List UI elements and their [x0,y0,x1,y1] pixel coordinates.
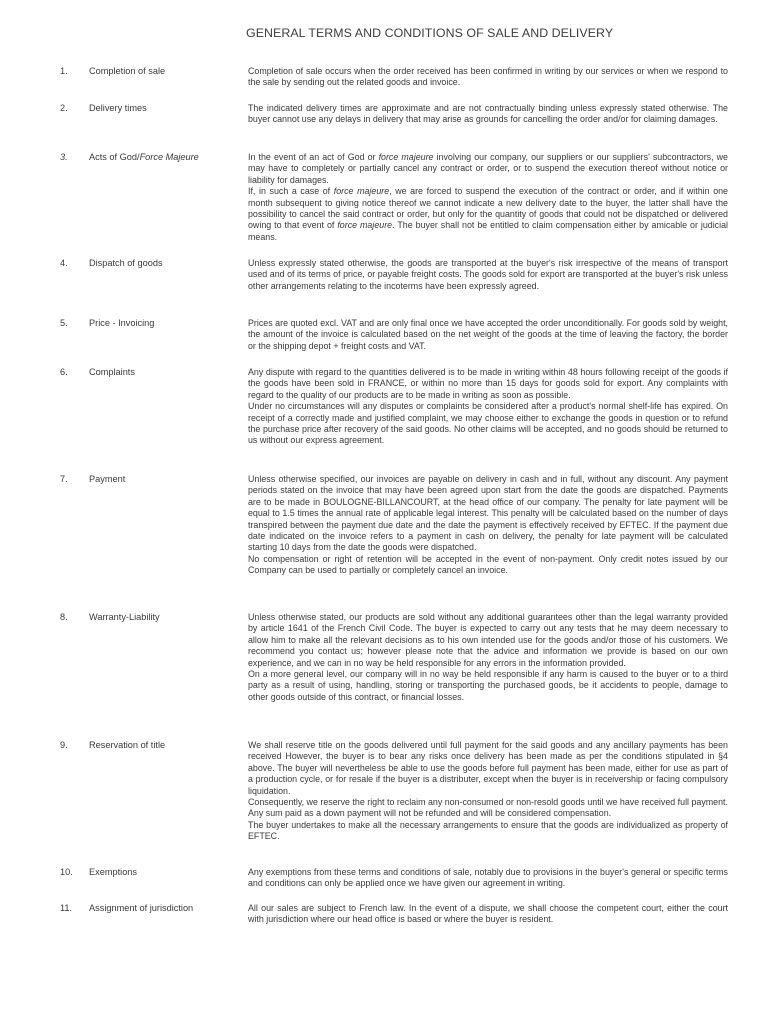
section-paragraph: The indicated delivery times are approximate and are not contractually binding unless expressly stated otherwise. The buyer cannot use any delays in delivery that may arise as grounds for cancelling the order and/or for claiming damages. [248,103,728,125]
section-paragraph [248,186,728,243]
section-number: 4. [60,258,68,268]
section-paragraph: Unless otherwise stated, our products are sold without any additional guarantees other than the legal warranty provided by article 1641 of the French Civil Code. The buyer is expected to carry out any tests that he may deem necessary to allow him to make all the relevant decisions as to his own intended use for the goods and/or those of his customers. We recommend you contact us; however please note that the advice and information we provide is based on our own experience, and we can in no way be held responsible for any errors in the information provided. [248,612,728,668]
section-number: 11. [60,903,73,913]
section-label: Warranty-Liability [89,612,160,622]
section-paragraph: On a more general level, our company will in no way be held responsible if any harm is caused to the buyer or to a third party as a result of using, handling, storing or transporting the purchased goods, be it accidents to people, damage to other goods outside of this contract, or financial losses. [248,669,728,702]
text-run: In the event of an act of God or [248,152,379,162]
section-number: 8. [60,612,68,622]
text-run: , we are forced to suspend the execution of the contract or order, and if within one month subsequent to giving notice thereof we cannot indicate a new delivery date to the buyer, the latter shall have the possibility to cancel the said contract or order, but only for the quantity of goods that could not be dispatched or delivered owing to that event of [248,186,728,231]
section-label: Completion of sale [89,66,166,76]
section-label: Price - Invoicing [89,318,155,328]
section-paragraph: Unless otherwise specified, our invoices are payable on delivery in cash and in full, without any discount. Any payment periods stated on the invoice that may have been agreed upon start from the date the goods are dispatched. Payments are to be made in BOULOGNE-BILLANCOURT, at the head office of our company. The penalty for late payment will be equal to 1.5 times the annual rate of applicable legal interest. This penalty will be calculated based on the number of days transpired between the payment due date and the date the payment is effectively received by EFTEC. If the payment due date indicated on the invoice refers to a payment in cash on delivery, the penalty for late payment will be calculated starting 10 days from the date the goods were dispatched. [248,474,728,553]
section-label: Complaints [89,367,135,377]
page-title: GENERAL TERMS AND CONDITIONS OF SALE AND DELIVERY [246,26,614,40]
section-paragraph: We shall reserve title on the goods delivered until full payment for the said goods and any ancillary payments has been received However, the buyer is to bear any risks once delivery has been made as per the conditions stipulated in §4 above. The buyer will nevertheless be able to use the goods before full payment has been made, either for use as part of a production cycle, or for resale if the buyer is a distributer, except when the buyer is in receivership or facing compulsory liquidation. [248,740,728,796]
section-number: 5. [60,318,68,328]
section-body [248,474,728,577]
section-paragraph: No compensation or right of retention will be accepted in the event of non-payment. Only credit notes issued by our Company can be used to partially or completely cancel an invoice. [248,553,728,576]
section-body [248,152,728,243]
text-run: If, in such a case of [248,186,334,197]
text-run: . The buyer shall not be entitled to claim compensation either by amicable or judicial means. [248,220,728,242]
section-paragraph: Consequently, we reserve the right to reclaim any non-consumed or non-resold goods until we have received full payment. Any sum paid as a down payment will not be refunded and will be considered compensation. [248,797,728,819]
section-number: 7. [60,474,68,484]
text-run-italic: force majeure [378,152,434,162]
section-label: Assignment of jurisdiction [89,903,194,913]
section-paragraph: The buyer undertakes to make all the necessary arrangements to ensure that the goods are individualized as property of EFTEC. [248,819,728,842]
section-number: 1. [60,66,68,76]
section-number: 10. [60,867,73,877]
section-body [248,66,728,89]
section-paragraph: Completion of sale occurs when the order received has been confirmed in writing by our services or when we respond to the sale by sending out the related goods and invoice. [248,66,728,88]
section-body [248,867,728,890]
section-paragraph: Under no circumstances will any disputes or complaints be considered after a product's normal shelf-life has expired. On receipt of a correctly made and justified complaint, we may choose either to exchange the goods in question or to refund the purchase price after recovery of the said goods. No other claims will be accepted, and no goods should be returned to us without our express agreement. [248,401,728,446]
section-body [248,258,728,292]
section-number: 3. [60,152,68,162]
section-number: 9. [60,740,68,750]
section-paragraph: Any exemptions from these terms and conditions of sale, notably due to provisions in the buyer's general or specific terms and conditions can only be applied once we have given our agreement in writing. [248,867,728,889]
section-label-italic: Force Majeure [139,152,199,162]
section-number: 2. [60,103,68,113]
section-body [248,367,728,447]
section-label [89,152,199,163]
section-body [248,903,728,926]
section-paragraph: All our sales are subject to French law. In the event of a dispute, we shall choose the competent court, either the court with jurisdiction where our head office is based or where the buyer is resident. [248,903,728,925]
text-run-italic: force majeure [333,186,390,197]
section-label: Exemptions [89,867,138,877]
section-label: Payment [89,474,126,484]
section-label-text: Acts of God/ [89,152,140,162]
section-label: Reservation of title [89,740,166,750]
section-number: 6. [60,367,68,377]
text-run-italic: force majeure [337,220,393,231]
section-body [248,103,728,126]
section-body [248,318,728,352]
section-paragraph [248,152,728,186]
text-run: involving our company, our suppliers or our suppliers' subcontractors, we may have to completely or partially cancel any contract or order, or to suspend the execution thereof without notice or liability for damages. [248,152,728,185]
section-body [248,612,728,703]
section-label: Delivery times [89,103,147,113]
section-paragraph: Prices are quoted excl. VAT and are only final once we have accepted the order unconditionally. For goods sold by weight, the amount of the invoice is calculated based on the net weight of the goods at the time of leaving the factory, the border or the shipping depot + freight costs and VAT. [248,318,728,351]
section-paragraph: Any dispute with regard to the quantities delivered is to be made in writing within 48 hours following receipt of the goods if the goods have been sold in FRANCE, or within no more than 15 days for goods sold for export. Any complaints with regard to the quality of our products are to be made in writing as soon as possible. [248,367,728,400]
section-paragraph: Unless expressly stated otherwise, the goods are transported at the buyer's risk irrespective of the means of transport used and of its terms of price, or payable freight costs. The goods sold for export are transported at the buyer's risk unless other arrangements relating to the incoterms have been expressly agreed. [248,258,728,291]
section-body [248,740,728,843]
section-label: Dispatch of goods [89,258,163,268]
